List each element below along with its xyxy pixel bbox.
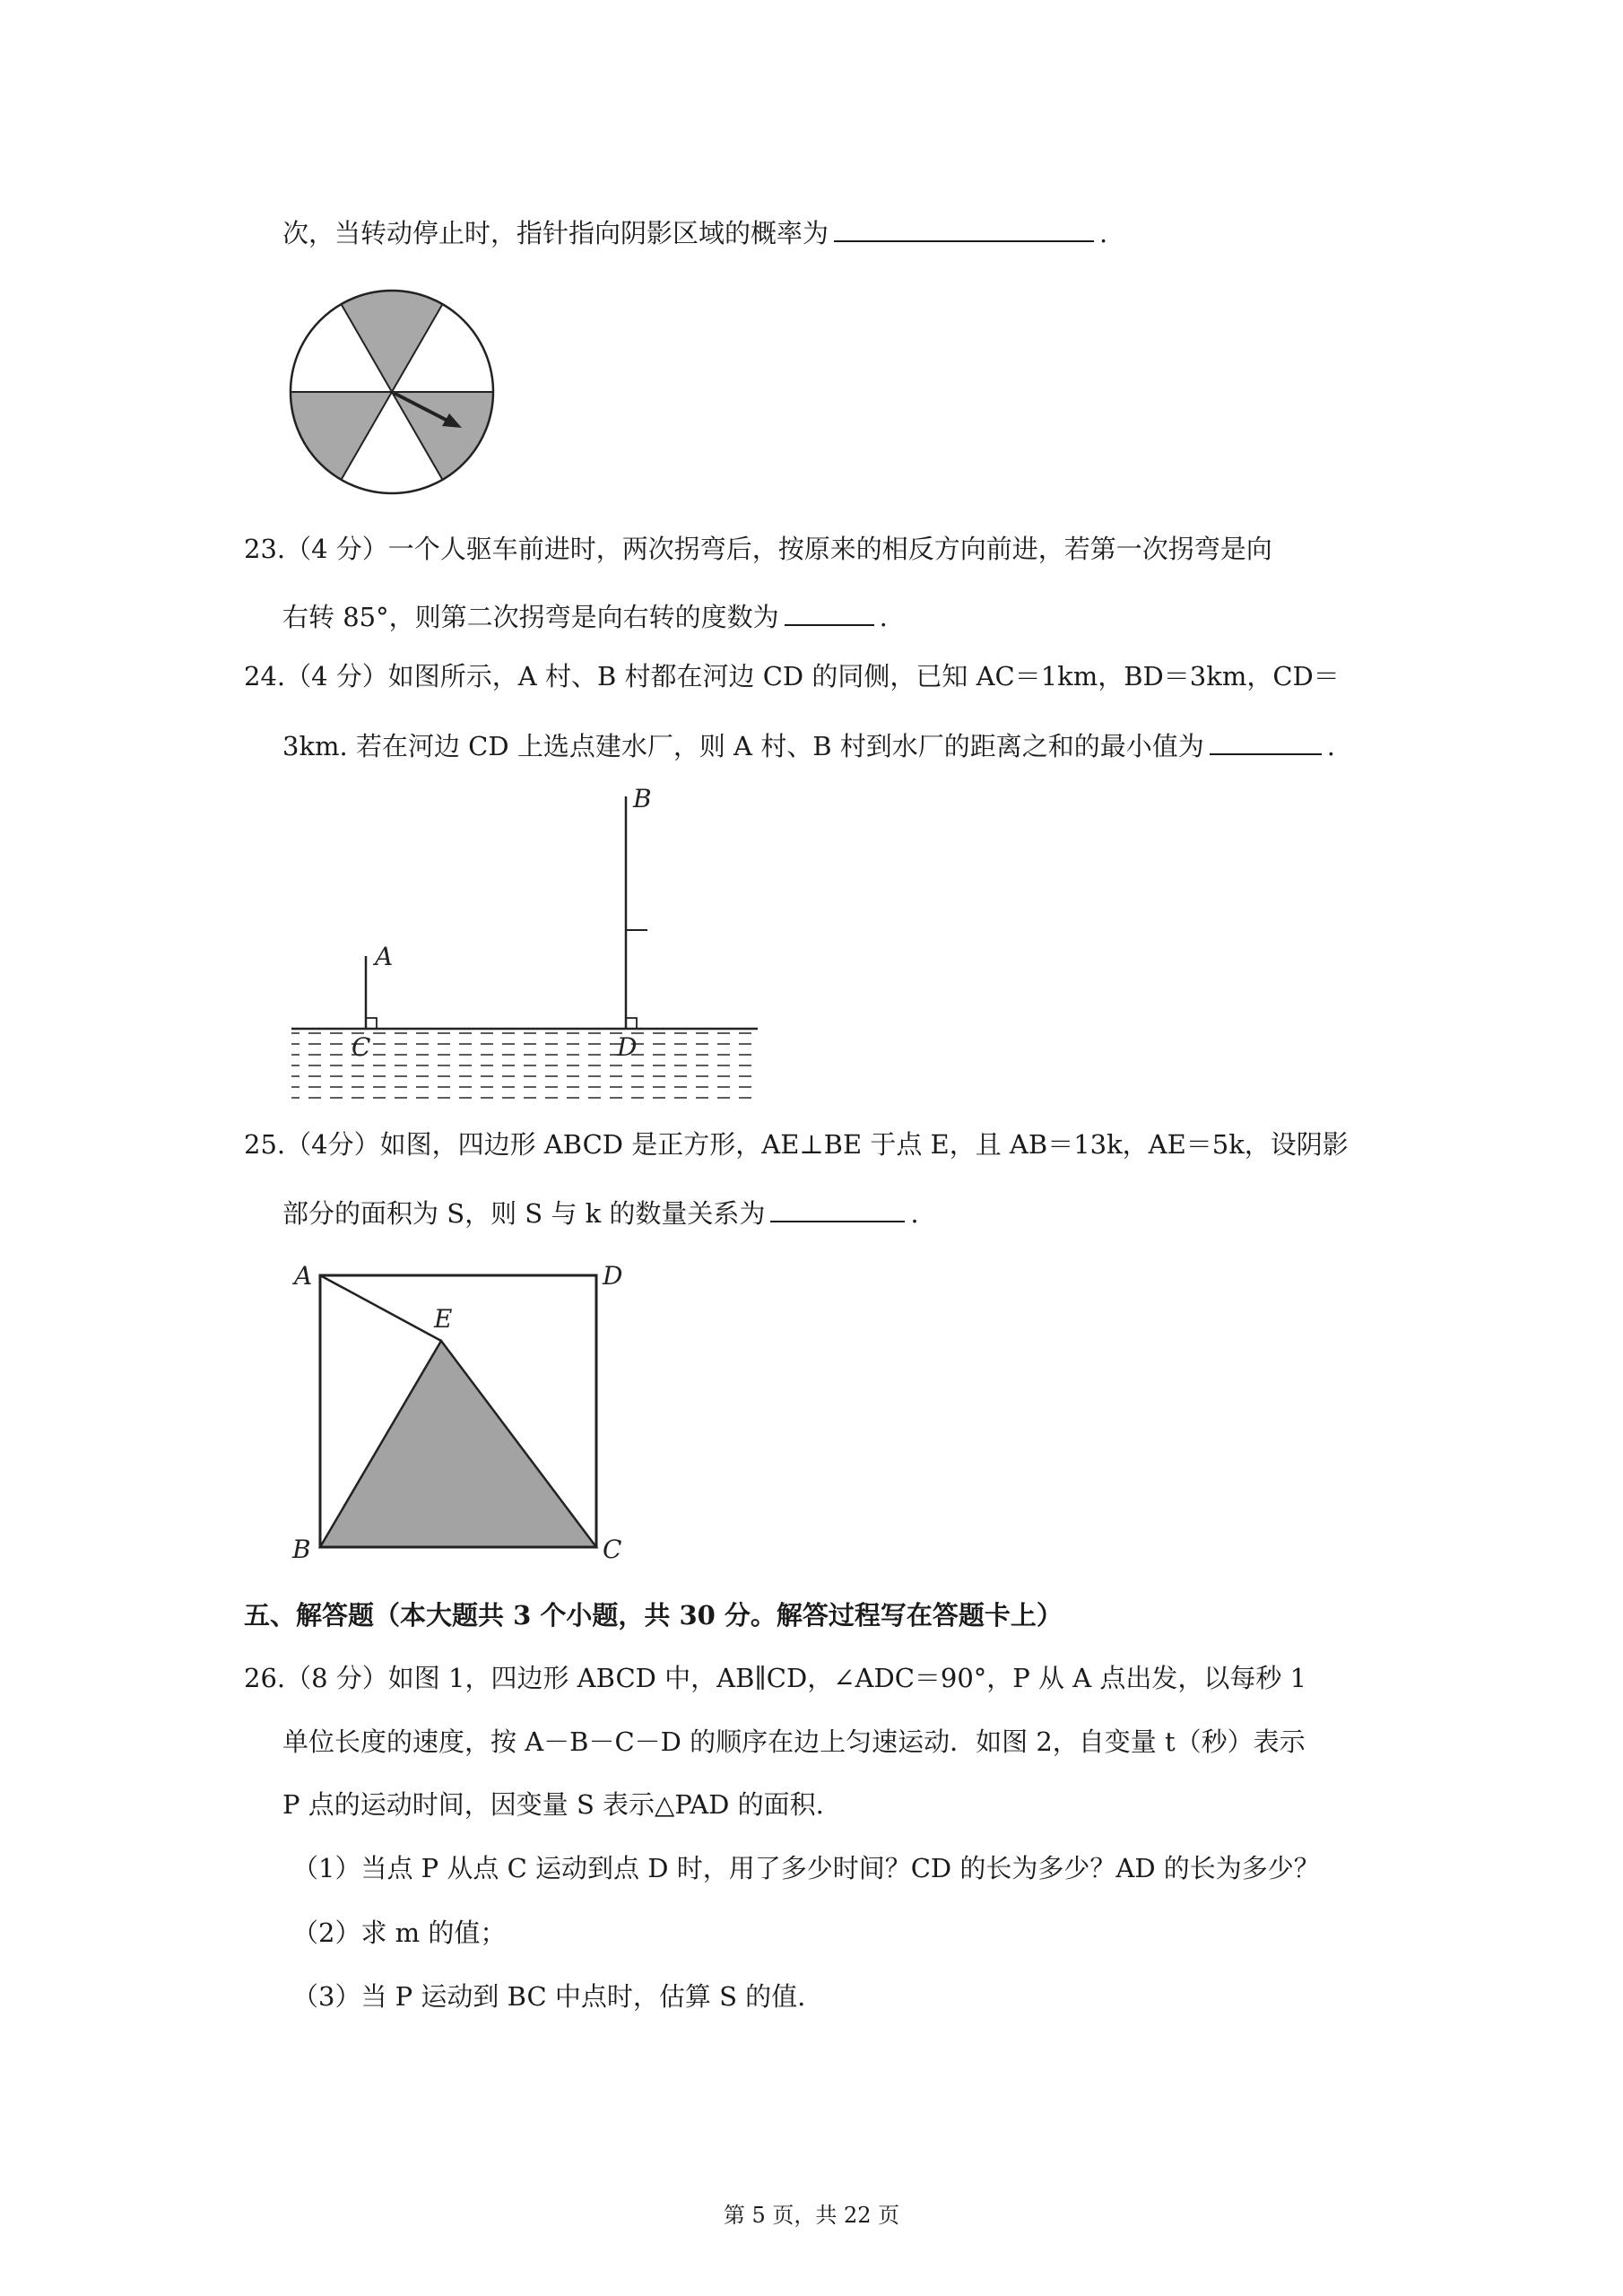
- q26-line1: [244, 1665, 1306, 1692]
- q26-sub1: [292, 1853, 1320, 1883]
- q23-number: 23.: [244, 534, 286, 564]
- label-d: D: [603, 1261, 623, 1291]
- q23-text-1: （4 分）一个人驱车前进时，两次拐弯后，按原来的相反方向前进，若第一次拐弯是向: [285, 534, 1272, 564]
- right-angle-c: [366, 1018, 377, 1029]
- q24-text-1: （4 分）如图所示，A 村、B 村都在河边 CD 的同侧，已知 AC＝1km，BD＝3km，CD＝: [285, 661, 1340, 691]
- q24-line1: [244, 661, 1340, 691]
- q22-end: .: [1099, 218, 1108, 248]
- q23-line1: [244, 536, 1272, 562]
- label-c: C: [603, 1535, 622, 1564]
- q23-line2: [282, 599, 888, 631]
- q22-text-line: [282, 215, 1107, 247]
- label-d: D: [617, 1032, 638, 1062]
- q23-end: .: [879, 602, 888, 632]
- label-b: B: [633, 784, 652, 813]
- q22-text: 次，当转动停止时，指针指向阴影区域的概率为: [282, 218, 829, 248]
- right-angle-d: [626, 1018, 637, 1029]
- q26-text-2: 单位长度的速度，按 A－B－C－D 的顺序在边上匀速运动．如图 2，自变量 t（秒）表示: [282, 1726, 1306, 1757]
- q23-text-2: 右转 85°，则第二次拐弯是向右转的度数为: [282, 602, 779, 632]
- q24-number: 24.: [244, 661, 286, 691]
- q23-answer-blank[interactable]: [785, 599, 874, 626]
- q25-text-1: （4分）如图，四边形 ABCD 是正方形，AE⊥BE 于点 E，且 AB＝13k，AE＝5k，设阴影: [285, 1129, 1349, 1160]
- segment-ae: [320, 1275, 441, 1341]
- label-a: A: [294, 1261, 313, 1291]
- q25-text-2: 部分的面积为 S，则 S 与 k 的数量关系为: [282, 1198, 766, 1229]
- q26-line2: [282, 1726, 1306, 1757]
- label-c: C: [352, 1032, 371, 1062]
- q25-line1: [244, 1129, 1349, 1160]
- spinner-figure: [287, 287, 497, 497]
- q26-sub3-text: （3）当 P 运动到 BC 中点时，估算 S 的值.: [292, 1981, 806, 2012]
- q26-sub3: [292, 1981, 806, 2012]
- q25-number: 25.: [244, 1129, 286, 1160]
- page-footer: 第 5 页，共 22 页: [723, 2203, 900, 2228]
- q26-sub2: [292, 1920, 506, 1946]
- label-e: E: [434, 1304, 453, 1334]
- q26-text-1: （8 分）如图 1，四边形 ABCD 中，AB∥CD，∠ADC＝90°，P 从 A 点出发，以每秒 1: [285, 1663, 1307, 1693]
- q26-sub1-text: （1）当点 P 从点 C 运动到点 D 时，用了多少时间？CD 的长为多少？AD 的长为多少？: [292, 1853, 1320, 1883]
- q26-sub2-text: （2）求 m 的值；: [292, 1918, 507, 1948]
- q24-end: .: [1326, 731, 1335, 761]
- q25-line2: [282, 1196, 919, 1227]
- q24-answer-blank[interactable]: [1210, 728, 1322, 755]
- q22-answer-blank[interactable]: [834, 215, 1094, 242]
- shaded-triangle-bce: [320, 1341, 596, 1547]
- section-heading: 五、解答题（本大题共 3 个小题，共 30 分。解答过程写在答题卡上）: [244, 1600, 1063, 1631]
- q24-river-figure: [287, 780, 762, 1103]
- label-a: A: [375, 942, 394, 971]
- q24-line2: [282, 728, 1335, 760]
- q25-answer-blank[interactable]: [770, 1196, 905, 1222]
- q25-square-figure: [287, 1256, 637, 1565]
- q26-line3: [282, 1789, 824, 1820]
- q26-text-3: P 点的运动时间，因变量 S 表示△PAD 的面积.: [282, 1789, 824, 1820]
- q26-number: 26.: [244, 1663, 286, 1693]
- q25-end: .: [910, 1198, 919, 1229]
- label-b: B: [292, 1535, 311, 1564]
- q24-text-2: 3km. 若在河边 CD 上选点建水厂，则 A 村、B 村到水厂的距离之和的最小值为: [282, 731, 1204, 761]
